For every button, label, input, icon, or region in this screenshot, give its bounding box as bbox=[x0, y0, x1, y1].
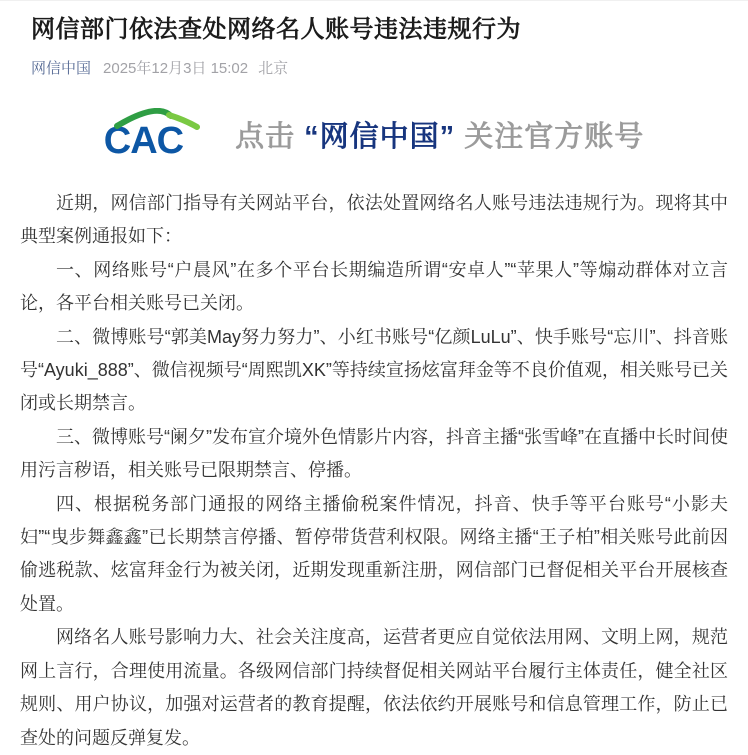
body-paragraph: 一、网络账号“户晨风”在多个平台长期编造所谓“安卓人”“苹果人”等煽动群体对立言论，各平台相关账号已关闭。 bbox=[20, 259, 728, 314]
follow-account-banner[interactable] bbox=[31, 95, 717, 173]
body-paragraph: 四、根据税务部门通报的网络主播偷税案件情况，抖音、快手等平台账号“小影夫妇”“曳步舞鑫鑫”已长期禁言停播、暂停带货营利权限。网络主播“王子柏”相关账号此前因偷逃税款、炫富拜金行为被关闭，近期发现重新注册，网信部门已督促相关平台开展核查处置。 bbox=[20, 493, 728, 614]
body-paragraph: 网络名人账号影响力大、社会关注度高，运营者更应自觉依法用网、文明上网，规范网上言行，合理使用流量。各级网信部门持续督促相关网站平台履行主体责任，健全社区规则、用户协议，加强对运营者的教育提醒，依法依约开展账号和信息管理工作，防止已查处的问题反弹复发。 bbox=[20, 627, 728, 748]
body-paragraph: 二、微博账号“郭美May努力努力”、小红书账号“亿颜LuLu”、快手账号“忘川”、抖音账号“Ayuki_888”、微信视频号“周熙凯XK”等持续宣扬炫富拜金等不良价值观，相关账号已关闭或长期禁言。 bbox=[20, 326, 728, 414]
publish-date: 2025年12月3日 15:02 bbox=[103, 60, 249, 77]
article-body bbox=[20, 187, 728, 755]
cac-logo-text: CAC bbox=[103, 120, 184, 162]
slogan-prefix: 点击 bbox=[235, 120, 296, 153]
publish-location: 北京 bbox=[258, 60, 289, 77]
cac-logo-arc-icon bbox=[111, 108, 203, 130]
banner-slogan bbox=[235, 114, 644, 155]
article-page bbox=[0, 1, 748, 748]
body-paragraph: 三、微博账号“阑夕”发布宣介境外色情影片内容，抖音主播“张雪峰”在直播中长时间使用污言秽语，相关账号已限期禁言、停播。 bbox=[20, 426, 728, 481]
source-account-link[interactable]: 网信中国 bbox=[31, 60, 92, 77]
body-paragraph: 近期，网信部门指导有关网站平台，依法处置网络名人账号违法违规行为。现将其中典型案例通报如下： bbox=[20, 193, 728, 247]
article-byline bbox=[31, 59, 717, 79]
cac-logo bbox=[104, 108, 183, 160]
slogan-highlight: “网信中国” bbox=[304, 120, 456, 153]
slogan-suffix: 关注官方账号 bbox=[464, 120, 645, 153]
article-title: 网信部门依法查处网络名人账号违法违规行为 bbox=[31, 16, 521, 43]
